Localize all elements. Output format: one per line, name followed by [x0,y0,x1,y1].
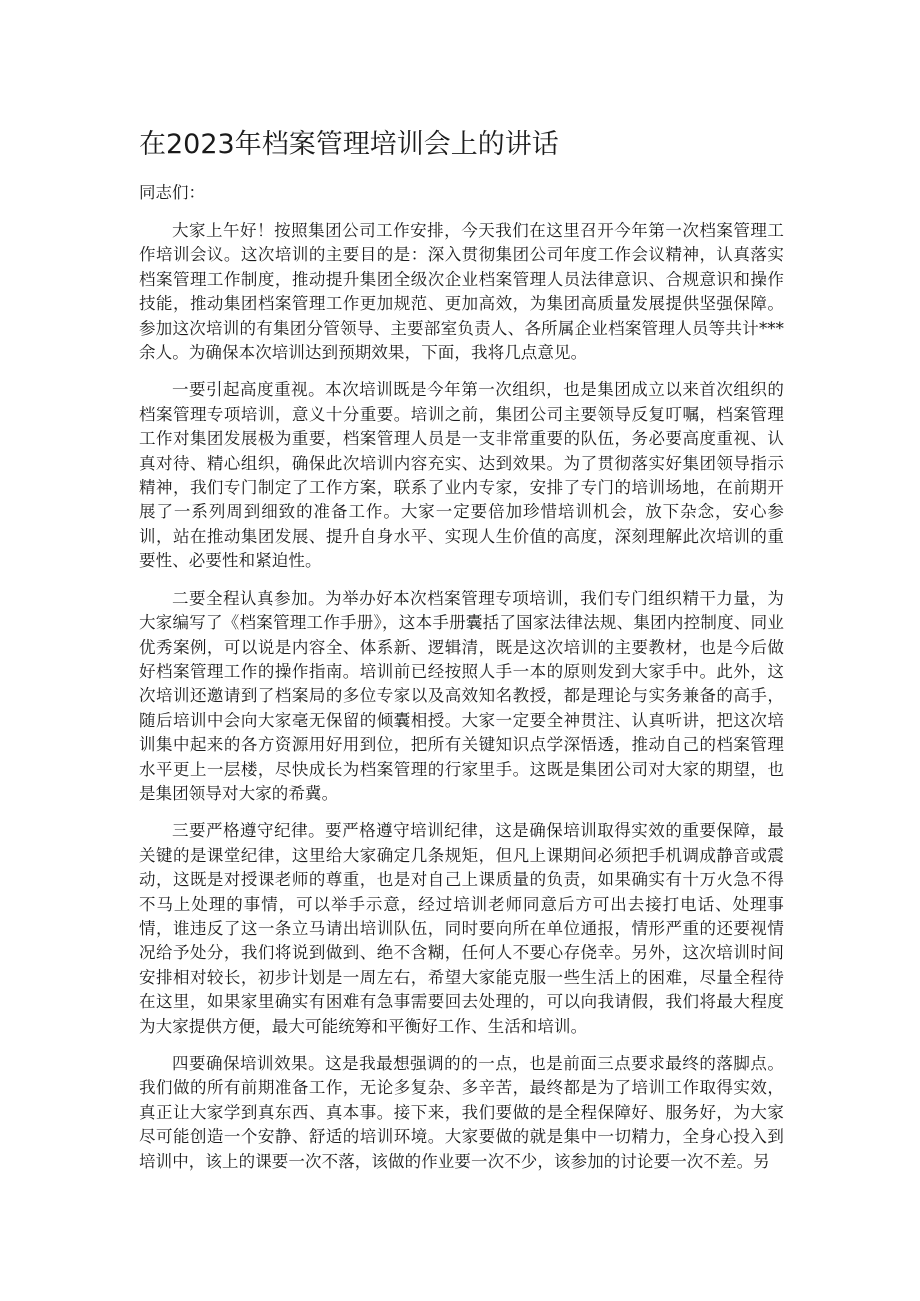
document-title: 在2023年档案管理培训会上的讲话 [139,129,559,160]
paragraph-point-3: 三要严格遵守纪律。要严格遵守培训纪律，这是确保培训取得实效的重要保障，最关键的是课堂纪律，这里给大家确定几条规矩，但凡上课期间必须把手机调成静音或震动，这既是对授课老师的尊重，也是对自己上课质量的负责，如果确实有十万火急不得不马上处理的事情，可以举手示意，经过培训老师同意后方可出去接打电话、处理事情，谁违反了这一条立马请出培训队伍，同时要向所在单位通报，情形严重的还要视情况给予处分，我们将说到做到、绝不含糊，任何人不要心存侥幸。另外，这次培训时间安排相对较长，初步计划是一周左右，希望大家能克服一些生活上的困难，尽量全程待在这里，如果家里确实有困难有急事需要回去处理的，可以向我请假，我们将最大程度为大家提供方便，最大可能统筹和平衡好工作、生活和培训。 [139,821,784,1036]
paragraph-point-4: 四要确保培训效果。这是我最想强调的的一点，也是前面三点要求最终的落脚点。我们做的所有前期准备工作，无论多复杂、多辛苦，最终都是为了培训工作取得实效，真正让大家学到真东西、真本事。接下来，我们要做的是全程保障好、服务好，为大家尽可能创造一个安静、舒适的培训环境。大家要做的就是集中一切精力，全身心投入到培训中，该上的课要一次不落，该做的作业要一次不少，该参加的讨论要一次不差。另 [139,1054,784,1171]
paragraph-point-1: 一要引起高度重视。本次培训既是今年第一次组织，也是集团成立以来首次组织的档案管理专项培训，意义十分重要。培训之前，集团公司主要领导反复叮嘱，档案管理工作对集团发展极为重要，档案管理人员是一支非常重要的队伍，务必要高度重视、认真对待、精心组织，确保此次培训内容充实、达到效果。为了贯彻落实好集团领导指示精神，我们专门制定了工作方案，联系了业内专家，安排了专门的培训场地，在前期开展了一系列周到细致的准备工作。大家一定要倍加珍惜培训机会，放下杂念，安心参训，站在推动集团发展、提升自身水平、实现人生价值的高度，深刻理解此次培训的重要性、必要性和紧迫性。 [139,380,784,571]
speech-body [139,219,784,1187]
paragraph-point-2: 二要全程认真参加。为举办好本次档案管理专项培训，我们专门组织精干力量，为大家编写了《档案管理工作手册》，这本手册囊括了国家法律法规、集团内控制度、同业优秀案例，可以说是内容全、体系新、逻辑清，既是这次培训的主要教材，也是今后做好档案管理工作的操作指南。培训前已经按照人手一本的原则发到大家手中。此外，这次培训还邀请到了档案局的多位专家以及高效知名教授，都是理论与实务兼备的高手，随后培训中会向大家毫无保留的倾囊相授。大家一定要全神贯注、认真听讲，把这次培训集中起来的各方资源用好用到位，把所有关键知识点学深悟透，推动自己的档案管理水平更上一层楼，尽快成长为档案管理的行家里手。这既是集团公司对大家的期望，也是集团领导对大家的希冀。 [139,588,784,803]
salutation: 同志们： [139,183,205,202]
paragraph-opening: 大家上午好！按照集团公司工作安排，今天我们在这里召开今年第一次档案管理工作培训会议。这次培训的主要目的是：深入贯彻集团公司年度工作会议精神，认真落实档案管理工作制度，推动提升集团全级次企业档案管理人员法律意识、合规意识和操作技能，推动集团档案管理工作更加规范、更加高效，为集团高质量发展提供坚强保障。参加这次培训的有集团分管领导、主要部室负责人、各所属企业档案管理人员等共计***余人。为确保本次培训达到预期效果，下面，我将几点意见。 [139,221,784,363]
